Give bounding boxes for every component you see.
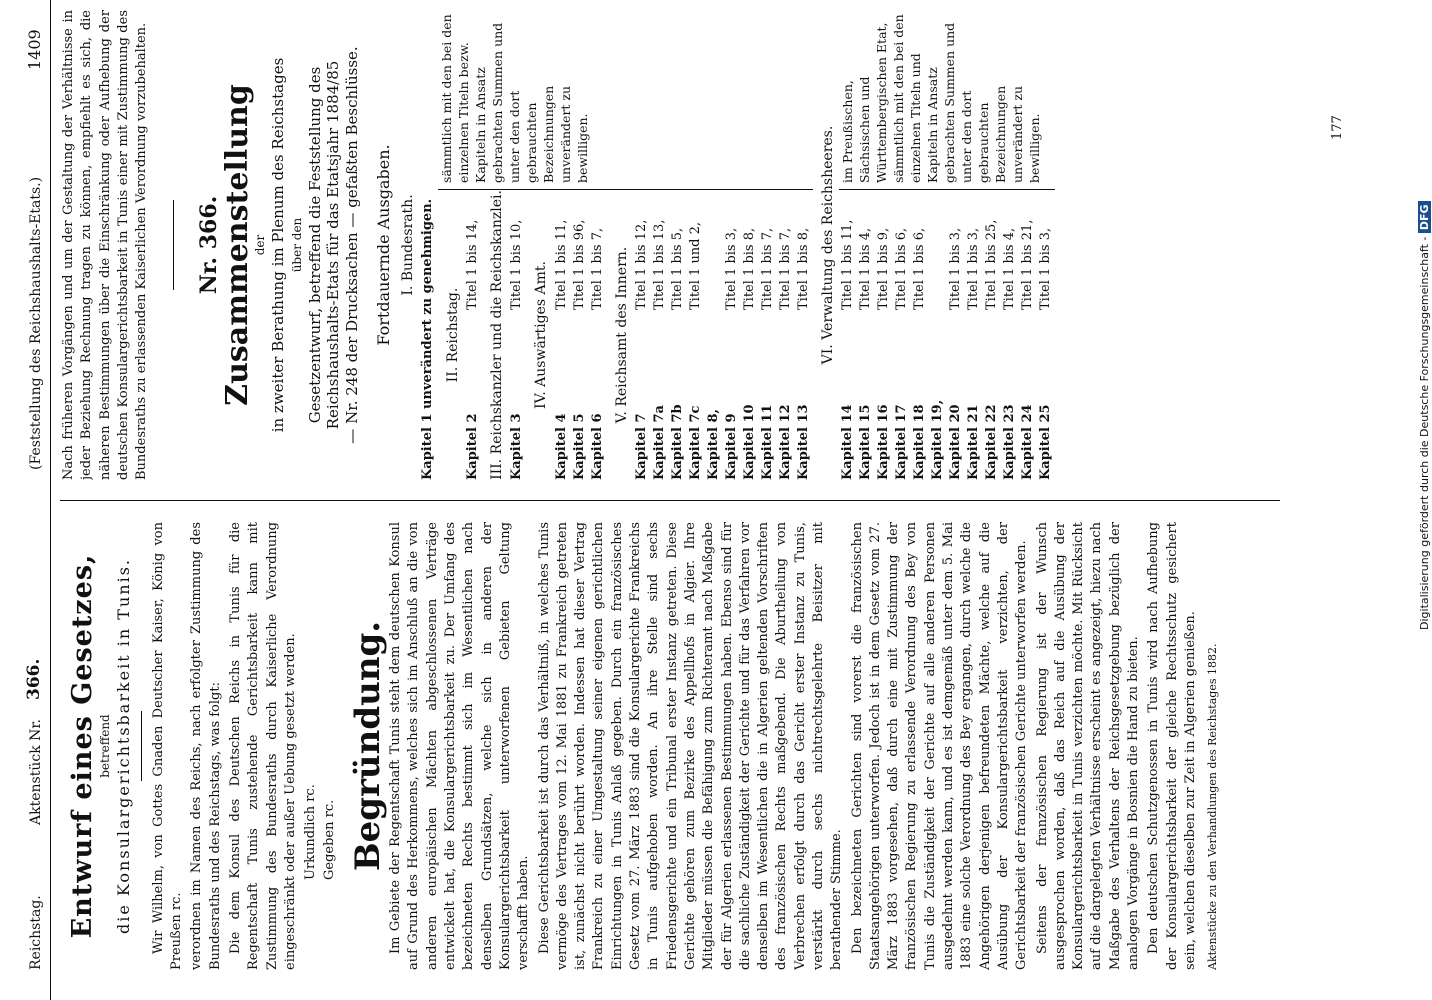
- kapitel-label: Kapitel 9: [723, 413, 739, 480]
- header-number: 366.: [24, 658, 44, 700]
- titel-label: Titel 1 bis 8,: [741, 227, 757, 310]
- law-subtitle: die Konsulargerichtsbarkeit in Tunis.: [113, 558, 133, 935]
- kapitel-label: Kapitel 18: [912, 404, 928, 480]
- titel-label: Titel 1 bis 14,: [465, 219, 481, 310]
- line-a: in zweiter Berathung im Plenum des Reichstages: [269, 57, 288, 433]
- kapitel-row: [965, 190, 983, 480]
- kapitel-label: Kapitel 8,: [705, 408, 721, 480]
- titel-label: Titel 1 bis 6,: [894, 227, 910, 310]
- kapitel-row: [1037, 190, 1055, 480]
- titel-label: Titel 1 bis 21,: [1020, 219, 1036, 310]
- betreffend-label: betreffend: [98, 714, 113, 778]
- section-1-row: Kapitel 1 unverändert zu genehmigen.: [420, 198, 436, 480]
- group-a-items: [438, 190, 813, 480]
- titel-label: Titel 1 bis 7,: [777, 227, 793, 310]
- kapitel-row: [705, 190, 723, 480]
- kapitel-label: Kapitel 7a: [651, 405, 667, 480]
- kapitel-label: Kapitel 7: [633, 413, 649, 480]
- titel-label: Titel 1 und 2,: [687, 221, 703, 310]
- note-a: sämmtlich mit den bei den einzelnen Titeln bezw. Kapiteln in Ansatz gebrachten Summen und unter den dort gebrauchten Bezeichnungen unverändert zu bewilligen.: [438, 13, 813, 190]
- kapitel-row: [669, 190, 687, 480]
- header-rule: [50, 0, 51, 1000]
- short-rule: [141, 711, 142, 781]
- titel-label: Titel 1 bis 4,: [1002, 227, 1018, 310]
- kapitel-label: Kapitel 3: [509, 413, 525, 480]
- titel-label: Titel 1 bis 11,: [553, 219, 569, 310]
- section-4: IV. Auswärtiges Amt.: [533, 261, 550, 409]
- titel-label: Titel 1 bis 7,: [589, 227, 605, 310]
- kapitel-row: [633, 190, 651, 480]
- continuation-text: Nach früheren Vorgängen und um der Gestaltung der Verhältnisse in jeder Beziehung Rechnung tragen zu können, empfiehlt es sich, die näheren Bestimmungen über die Einschränkung oder Aufhebung der deutschen Konsulargerichtsbarkeit in Tunis einer mit Zustimmung des Bundesraths zu erlassenden Kaiserlichen Verordnung vorzubehalten.: [61, 10, 150, 480]
- body-5: Den deutschen Schutzgenossen in Tunis wird nach Aufhebung der Konsulargerichtsbarkeit der gleiche Rechtsschutz gesichert sein, welchen dieselben zur Zeit in Algerien genießen.: [1146, 522, 1198, 970]
- titel-label: Titel 1 bis 7,: [759, 227, 775, 310]
- kapitel-label: Kapitel 2: [465, 413, 481, 480]
- body-4: Seitens der französischen Regierung ist der Wunsch ausgesprochen worden, daß das Reich auf die Ausübung der Konsulargerichtsbarkeit in Tunis verzichten möchte. Mit Rücksicht auf die dargelegten Verhältnisse erscheint es angezeigt, hiezu nach Maßgabe des Verhaltens der Reichsgesetzgebung bezüglich der analogen Vorgänge in Bosnien die Hand zu bieten.: [1034, 522, 1142, 970]
- page-header: [20, 0, 54, 1000]
- kapitel-label: Kapitel 14: [840, 404, 856, 480]
- section-5: V. Reichsamt des Innern.: [613, 246, 630, 424]
- kapitel-label: Kapitel 10: [741, 404, 757, 480]
- titel-label: Titel 1 bis 9,: [876, 227, 892, 310]
- kapitel-label: Kapitel 16: [876, 404, 892, 480]
- sign-1: Urkundlich rc.: [303, 784, 319, 880]
- der-label: der: [253, 234, 268, 256]
- kapitel-row: [759, 190, 777, 480]
- kapitel-label: Kapitel 11: [759, 404, 775, 480]
- kapitel-label: Kapitel 12: [777, 404, 793, 480]
- kapitel-label: Kapitel 24: [1020, 404, 1036, 480]
- group-b: [839, 10, 1055, 480]
- kapitel-label: Kapitel 5: [571, 413, 587, 480]
- kapitel-row: [947, 190, 965, 480]
- kapitel-row: [857, 190, 875, 480]
- kapitel-row: [839, 190, 857, 480]
- section-5-rows: [633, 190, 813, 480]
- kapitel-row: [553, 190, 571, 480]
- kapitel-label: Kapitel 7b: [669, 404, 685, 480]
- begruendung-heading: Begründung.: [347, 620, 388, 872]
- titel-label: Titel 1 bis 96,: [571, 219, 587, 310]
- kapitel-label: Kapitel 20: [948, 404, 964, 480]
- note-b: im Preußischen, Sächsischen und Württembergischen Etat, sämmtlich mit den bei den einzelnen Titeln und Kapiteln in Ansatz gebrachten Summen und unter den dort gebrauchten Bezeichnungen unverändert zu bewilligen.: [839, 13, 1055, 190]
- header-center-a: Aktenstück Nr.: [28, 719, 44, 825]
- header-left: Reichstag.: [28, 895, 44, 970]
- kapitel-label: Kapitel 17: [894, 404, 910, 480]
- kapitel-row: [687, 190, 705, 480]
- titel-label: [929, 190, 947, 310]
- right-column: [60, 10, 1350, 480]
- titel-label: Titel 1 bis 3,: [948, 227, 964, 310]
- body-3: Den bezeichneten Gerichten sind vorerst die französischen Staatsangehörigen unterworfen. Jedoch ist in dem Gesetz vom 27. März 1883 vorgesehen, daß durch eine mit Zustimmung der französischen Regierung zu erlassende Verordnung des Bey von Tunis die Zuständigkeit der Gerichte auf alle anderen Personen ausgedehnt werden kann, und es ist demgemäß unter dem 5. Mai 1883 eine solche Verordnung des Bey ergangen, durch welche die Angehörigen derjenigen befreundeten Mächte, welche auf die Ausübung der Konsulargerichtsbarkeit verzichten, der Gerichtsbarkeit der französischen Gerichte unterworfen werden.: [849, 522, 1030, 970]
- titel-label: Titel 1 bis 25,: [984, 219, 1000, 310]
- sign-2: Gegeben rc.: [321, 799, 337, 880]
- dfg-watermark-text: Digitalisierung gefördert durch die Deutsche Forschungsgemeinschaft -: [1418, 236, 1431, 630]
- kapitel-label: Kapitel 19,: [930, 399, 946, 480]
- fortdauernde-heading: Fortdauernde Ausgaben.: [373, 144, 393, 346]
- kapitel-row: [464, 190, 482, 480]
- titel-label: Titel 1 bis 5,: [669, 227, 685, 310]
- section-3: III. Reichskanzler und die Reichskanzlei.: [489, 190, 506, 480]
- intro-1: Wir Wilhelm, von Gottes Gnaden Deutscher Kaiser, König von Preußen rc.: [150, 522, 185, 970]
- titel-label: Titel 1 bis 10,: [509, 219, 525, 310]
- column-separator: [60, 500, 1280, 501]
- intro-2: verordnen im Namen des Reichs, nach erfolgter Zustimmung des Bundesraths und des Reichstags, was folgt:: [189, 522, 223, 970]
- kapitel-label: Kapitel 23: [1002, 404, 1018, 480]
- dfg-watermark-text-wrap: [1418, 10, 1431, 630]
- page-number: 1409: [25, 29, 44, 70]
- kapitel-label: Kapitel 15: [858, 404, 874, 480]
- short-rule-2: [173, 200, 174, 290]
- titel-label: Titel 1 bis 3,: [966, 227, 982, 310]
- section-2: II. Reichstag.: [444, 287, 461, 383]
- group-a: [438, 10, 813, 480]
- dfg-watermark: [1418, 10, 1432, 630]
- kapitel-row: [651, 190, 669, 480]
- left-column: [60, 522, 1350, 970]
- kapitel-row: [795, 190, 813, 480]
- kapitel-row: [508, 190, 526, 480]
- kapitel-row: [983, 190, 1001, 480]
- titel-label: Titel 1 bis 12,: [633, 219, 649, 310]
- body-2: Diese Gerichtsbarkeit ist durch das Verhältniß, in welches Tunis vermöge des Vertrages vom 12. Mai 1881 zu Frankreich getreten ist, zunächst nicht berührt worden. Indessen hat dieser Vertrag Frankreich zu einer Umgestaltung seiner eigenen gerichtlichen Einrichtungen in Tunis Anlaß gegeben. Durch ein französisches Gesetz vom 27. März 1883 sind die Konsulargerichte Frankreichs in Tunis aufgehoben worden. An ihre Stelle sind sechs Friedensgerichte und ein Tribunal erster Instanz getreten. Diese Gerichte gehören zum Bezirke des Appellhofs in Algier. Ihre Mitglieder müssen die Befähigung zum Richteramt nach Maßgabe der für Algerien erlassenen Bestimmungen haben. Ebenso sind für die sachliche Zuständigkeit der Gerichte und für das Verfahren vor denselben im Wesentlichen die in Algerien geltenden Vorschriften des französischen Rechts maßgebend. Die Aburtheilung von Verbrechen erfolgt durch das Gericht erster Instanz zu Tunis, verstärkt durch sechs nichtrechtsgelehrte Beisitzer mit berathender Stimme.: [536, 522, 845, 970]
- dfg-logo: DFG: [1418, 201, 1431, 233]
- zusammenstellung-heading: Zusammenstellung: [219, 84, 255, 406]
- titel-label: Titel 1 bis 4,: [858, 227, 874, 310]
- group-b-items: [839, 190, 1055, 480]
- kapitel-row: [741, 190, 759, 480]
- kapitel-label: Kapitel 4: [553, 413, 569, 480]
- law-paragraph: Die dem Konsul des Deutschen Reichs in Tunis für die Regentschaft Tunis zustehende Gerichtsbarkeit kann mit Zustimmung des Bundesraths durch Kaiserliche Verordnung eingeschränkt oder außer Uebung gesetzt werden.: [228, 522, 298, 970]
- kapitel-row: [777, 190, 795, 480]
- uber-label: über den: [289, 217, 304, 273]
- kapitel-row: [911, 190, 929, 480]
- titel-label: Titel 1 bis 13,: [651, 219, 667, 310]
- kapitel-row: [589, 190, 607, 480]
- kapitel-row: [723, 190, 741, 480]
- kapitel-row: [929, 190, 947, 480]
- footnote: Aktenstücke zu den Verhandlungen des Reichstages 1882.: [1206, 643, 1220, 970]
- titel-label: Titel 1 bis 8,: [795, 227, 811, 310]
- kapitel-label: Kapitel 13: [795, 404, 811, 480]
- kapitel-label: Kapitel 7c: [687, 405, 703, 480]
- kapitel-row: [1001, 190, 1019, 480]
- kapitel-label: Kapitel 22: [984, 404, 1000, 480]
- section-6: VI. Verwaltung des Reichsheeres.: [819, 125, 836, 365]
- sheet-mark: 177: [1330, 115, 1345, 140]
- kapitel-row: [1019, 190, 1037, 480]
- kapitel-row: [893, 190, 911, 480]
- law-title: Entwurf eines Gesetzes,: [67, 553, 98, 939]
- titel-label: Titel 1 bis 11,: [840, 219, 856, 310]
- titel-label: [705, 190, 723, 310]
- kapitel-row: [875, 190, 893, 480]
- titel-label: Titel 1 bis 6,: [912, 227, 928, 310]
- body-1: Im Gebiete der Regentschaft Tunis steht dem deutschen Konsul auf Grund des Herkommens, welches sich im Anschluß an die von anderen europäischen Mächten abgeschlossenen Verträge entwickelt hat, die Konsulargerichtsbarkeit zu. Der Umfang des bezeichneten Rechts bestimmt sich im Wesentlichen nach denselben Grundsätzen, welche sich in anderen der Konsulargerichtsbarkeit unterworfenen Gebieten Geltung verschafft haben.: [388, 522, 532, 970]
- section-4-rows: [553, 190, 607, 480]
- header-center-b: (Feststellung des Reichshaushalts-Etats.): [28, 176, 44, 470]
- kapitel-label: Kapitel 21: [966, 404, 982, 480]
- kapitel-label: Kapitel 6: [589, 413, 605, 480]
- line-b: Gesetzentwurf, betreffend die Feststellung des Reichshaushalts-Etats für das Etatsjahr 1884/85: [305, 60, 343, 430]
- kapitel-row: [571, 190, 589, 480]
- nr-heading: Nr. 366.: [196, 195, 223, 295]
- section-1: I. Bundesrath.: [400, 194, 417, 296]
- titel-label: Titel 1 bis 3,: [1038, 227, 1054, 310]
- kapitel-label: Kapitel 25: [1038, 404, 1054, 480]
- titel-label: Titel 1 bis 3,: [723, 227, 739, 310]
- line-c: — Nr. 248 der Drucksachen — gefaßten Beschlüsse.: [342, 46, 361, 444]
